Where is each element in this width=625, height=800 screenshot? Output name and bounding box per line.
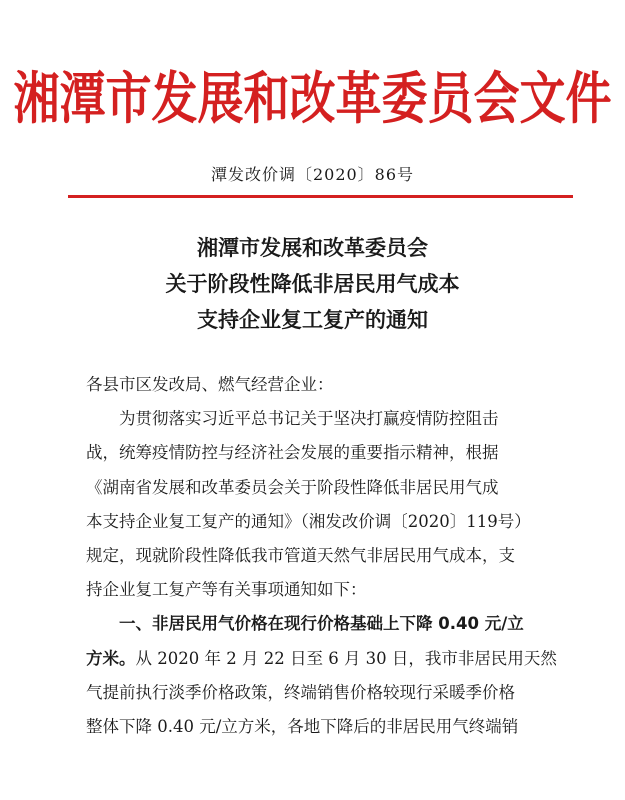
title-line-2: 关于阶段性降低非居民用气成本 — [165, 272, 460, 296]
section-1-line: 气提前执行淡季价格政策，终端销售价格较现行采暖季价格 — [86, 682, 515, 702]
section-1-heading: 一、非居民用气价格在现行价格基础上下降 0.40 元/立 — [119, 614, 524, 634]
paragraph-line: 为贯彻落实习近平总书记关于坚决打赢疫情防控阻击 — [119, 409, 499, 429]
title-line-3: 支持企业复工复产的通知 — [197, 308, 428, 332]
document-title — [0, 230, 625, 338]
section-1-heading-end: 方米。 — [86, 648, 136, 668]
paragraph-line: 规定，现就阶段性降低我市管道天然气非居民用气成本，支 — [86, 546, 515, 566]
section-1-line — [86, 642, 556, 676]
paragraph-line: 战，统筹疫情防控与经济社会发展的重要指示精神，根据 — [86, 443, 499, 463]
paragraph-line: 《湖南省发展和改革委员会关于阶段性降低非居民用气成 — [86, 477, 499, 497]
title-line-1: 湘潭市发展和改革委员会 — [197, 236, 428, 260]
red-divider — [68, 195, 573, 198]
org-masthead: 湘潭市发展和改革委员会文件 — [13, 65, 612, 132]
document-body — [86, 368, 556, 744]
section-1-text: 从 2020 年 2 月 22 日至 6 月 30 日，我市非居民用天然 — [135, 648, 557, 668]
paragraph-line: 持企业复工复产等有关事项通知如下： — [86, 580, 367, 600]
salutation: 各县市区发改局、燃气经营企业： — [86, 375, 334, 394]
paragraph-line: 本支持企业复工复产的通知》（湘发改价调〔2020〕119号） — [86, 511, 531, 531]
section-1-line: 整体下降 0.40 元/立方米，各地下降后的非居民用气终端销 — [86, 717, 519, 737]
document-number: 潭发改价调〔2020〕86号 — [210, 165, 415, 184]
